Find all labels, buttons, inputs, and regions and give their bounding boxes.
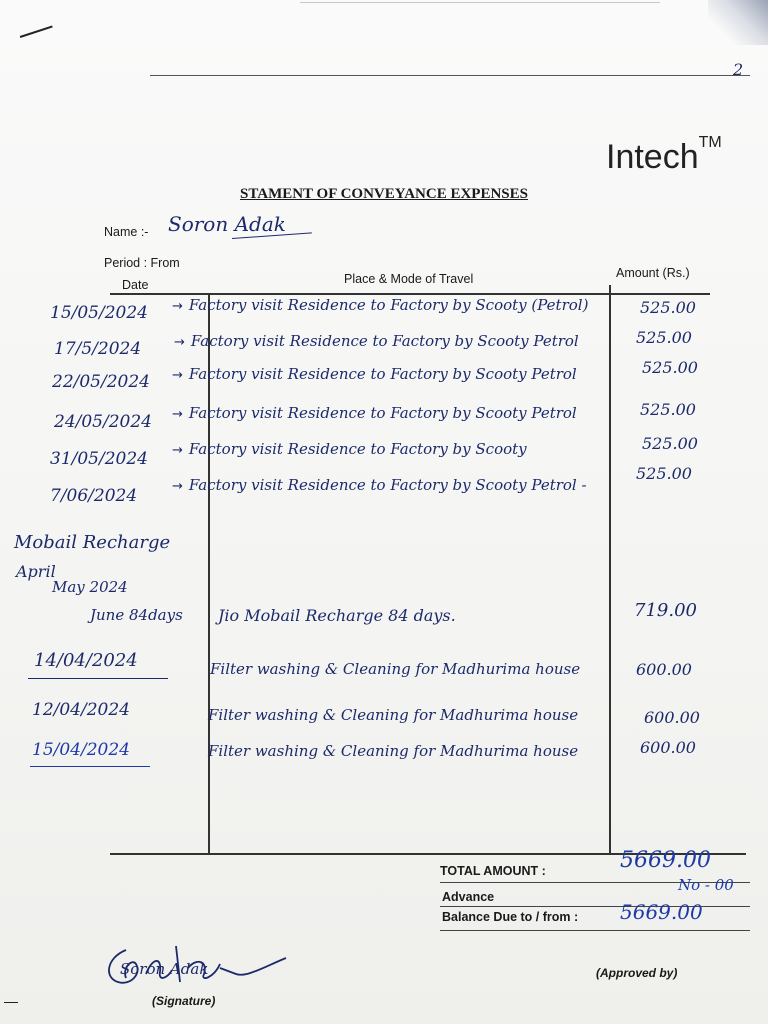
top-rule	[150, 75, 750, 76]
period-label: Period : From	[104, 256, 180, 270]
name-label: Name :-	[104, 225, 149, 239]
balance-label: Balance Due to / from :	[442, 910, 579, 924]
row-date: 12/04/2024	[32, 700, 130, 720]
row-place: Filter washing & Cleaning for Madhurima house	[208, 742, 579, 760]
advance-underline	[440, 906, 750, 907]
recharge-month: April	[16, 562, 56, 581]
pen-mark	[20, 26, 53, 38]
date-underline	[28, 678, 168, 679]
row-place	[172, 476, 587, 494]
signature-label: (Signature)	[152, 994, 216, 1008]
page-mark: 2	[733, 60, 744, 79]
brand-trademark: TM	[698, 134, 722, 151]
row-date: 31/05/2024	[50, 449, 148, 469]
approved-by-label: (Approved by)	[596, 966, 678, 980]
date-column-header: Date	[122, 278, 149, 292]
recharge-amount: 719.00	[634, 600, 697, 621]
signature-name: Soron Adak	[120, 960, 209, 978]
row-amount: 600.00	[636, 660, 692, 679]
row-place	[172, 440, 527, 458]
row-date: 15/05/2024	[50, 303, 148, 323]
row-place-text: Factory visit Residence to Factory by Scooty Petrol -	[188, 476, 587, 494]
arrow-icon: →	[172, 368, 183, 383]
document-title: STAMENT OF CONVEYANCE EXPENSES	[240, 186, 528, 202]
pen-mark	[4, 1002, 18, 1003]
row-place-text: Factory visit Residence to Factory by Scooty (Petrol)	[188, 296, 589, 314]
row-amount: 525.00	[642, 358, 698, 377]
recharge-place: Jio Mobail Recharge 84 days.	[218, 606, 456, 625]
advance-label: Advance	[442, 890, 495, 904]
row-date: 22/05/2024	[52, 372, 150, 392]
row-amount: 525.00	[642, 434, 698, 453]
row-place: Filter washing & Cleaning for Madhurima house	[210, 660, 581, 678]
top-edge-line	[300, 2, 660, 3]
arrow-icon: →	[172, 479, 183, 494]
row-amount: 525.00	[636, 328, 692, 347]
paper-corner-shadow	[708, 0, 768, 45]
advance-value: No - 00	[678, 876, 734, 894]
row-place	[172, 404, 577, 422]
row-date: 7/06/2024	[50, 486, 138, 506]
row-amount: 600.00	[644, 708, 700, 727]
balance-underline	[440, 930, 750, 931]
name-value: Soron Adak	[168, 212, 286, 236]
row-amount: 525.00	[640, 298, 696, 317]
row-place	[174, 332, 579, 350]
row-date: 17/5/2024	[54, 339, 142, 359]
recharge-month: May 2024	[52, 578, 128, 596]
row-amount: 600.00	[640, 738, 696, 757]
row-place-text: Factory visit Residence to Factory by Scooty Petrol	[190, 332, 579, 350]
date-underline	[30, 766, 150, 767]
row-date: 24/05/2024	[54, 412, 152, 432]
arrow-icon: →	[174, 335, 185, 350]
arrow-icon: →	[172, 299, 183, 314]
total-amount-label: TOTAL AMOUNT :	[440, 864, 546, 878]
arrow-icon: →	[172, 443, 183, 458]
row-place-text: Factory visit Residence to Factory by Scooty	[188, 440, 527, 458]
row-place-text: Factory visit Residence to Factory by Scooty Petrol	[188, 365, 577, 383]
place-column-header: Place & Mode of Travel	[344, 272, 474, 286]
header-rule	[110, 293, 710, 295]
total-amount-value: 5669.00	[620, 848, 711, 873]
row-place	[172, 365, 577, 383]
row-date: 15/04/2024	[32, 740, 130, 760]
brand-name: Intech	[606, 138, 699, 176]
arrow-icon: →	[172, 407, 183, 422]
row-place	[172, 296, 588, 314]
row-date: 14/04/2024	[34, 650, 138, 671]
row-place-text: Factory visit Residence to Factory by Scooty Petrol	[188, 404, 577, 422]
recharge-heading: Mobail Recharge	[14, 532, 171, 553]
row-amount: 525.00	[640, 400, 696, 419]
row-place: Filter washing & Cleaning for Madhurima house	[208, 706, 579, 724]
balance-value: 5669.00	[620, 900, 703, 924]
column-divider-right	[609, 285, 611, 853]
amount-column-header: Amount (Rs.)	[616, 266, 690, 280]
brand-logo	[606, 134, 722, 177]
recharge-month: June 84days	[90, 606, 183, 624]
row-amount: 525.00	[636, 464, 692, 483]
